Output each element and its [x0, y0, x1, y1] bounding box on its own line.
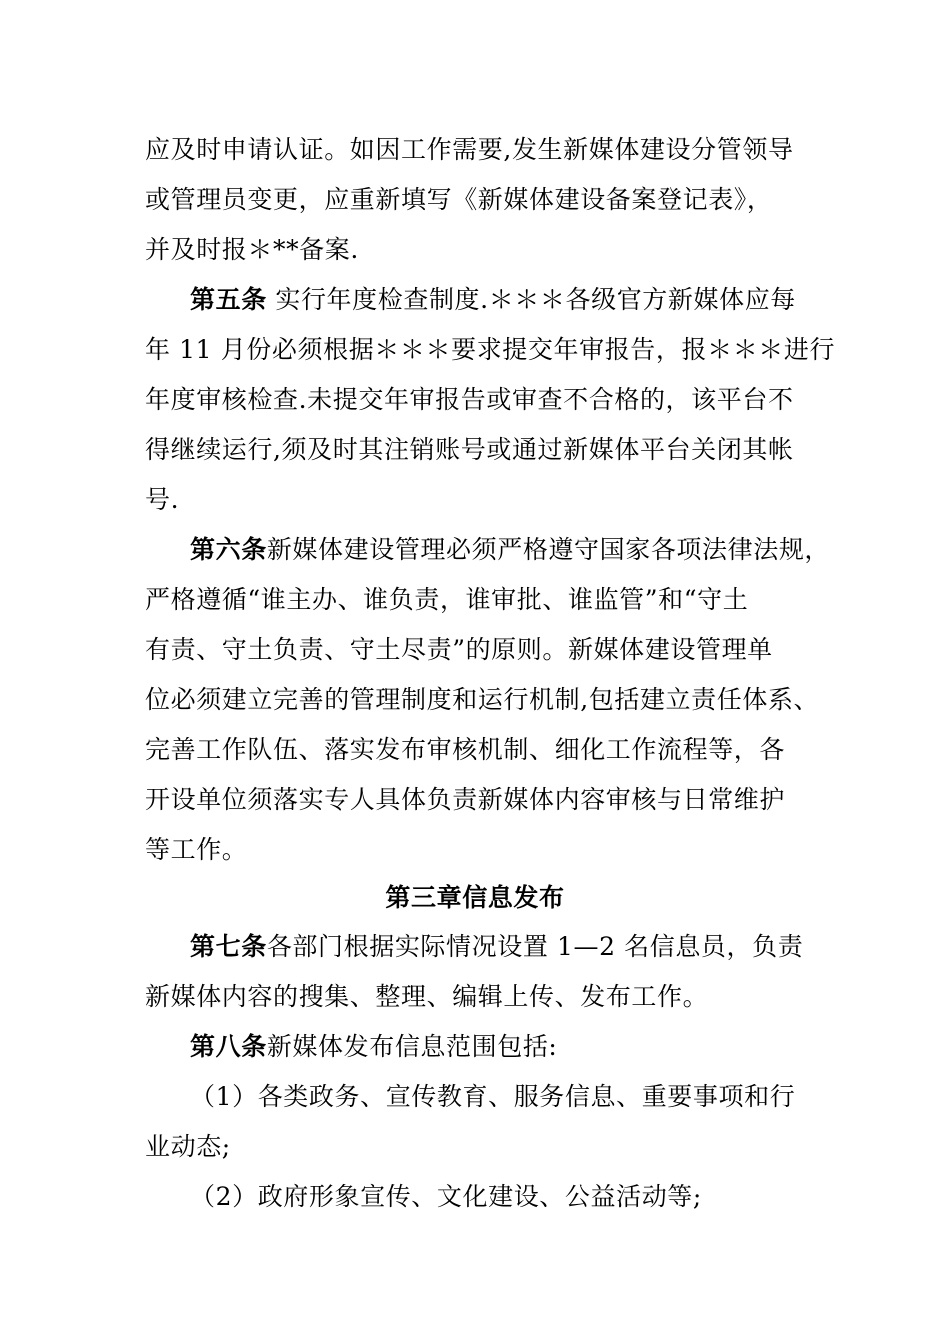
- article-5-line: 号.: [145, 485, 180, 514]
- article-6-text: 新媒体建设管理必须严格遵守国家各项法律法规，: [266, 535, 831, 564]
- article-6-line: 等工作。: [145, 835, 248, 864]
- article-5-line: 年度审核检查.未提交年审报告或审查不合格的，该平台不: [145, 385, 794, 414]
- article-5-line: 得继续运行,须及时其注销账号或通过新媒体平台关闭其帐: [145, 435, 794, 464]
- article-7-first-line: [190, 922, 803, 972]
- article-6-line: 完善工作队伍、落实发布审核机制、细化工作流程等，各: [145, 735, 786, 764]
- chapter-heading: 第三章信息发布: [385, 883, 565, 912]
- paragraph-line: 并及时报＊**备案.: [145, 235, 359, 264]
- article-6-label: 第六条: [190, 535, 267, 564]
- article-6-line: 有责、守土负责、守土尽责”的原则。新媒体建设管理单: [145, 635, 773, 664]
- article-7-line: 新媒体内容的搜集、整理、编辑上传、发布工作。: [145, 982, 709, 1011]
- list-item-continuation: 业动态;: [145, 1132, 231, 1161]
- article-5-label: 第五条: [190, 285, 267, 314]
- article-8-text: 新媒体发布信息范围包括:: [266, 1032, 558, 1061]
- article-8-label: 第八条: [190, 1032, 267, 1061]
- list-item: （2）政府形象宣传、文化建设、公益活动等;: [190, 1182, 702, 1211]
- paragraph-line: 应及时申请认证。如因工作需要,发生新媒体建设分管领导: [145, 135, 794, 164]
- article-7-text: 各部门根据实际情况设置 1—2 名信息员，负责: [266, 932, 804, 961]
- paragraph-line: 或管理员变更，应重新填写《新媒体建设备案登记表》，: [145, 185, 773, 214]
- article-6-line: 严格遵循“谁主办、谁负责，谁审批、谁监管”和“守土: [145, 585, 749, 614]
- article-6-first-line: [190, 525, 830, 575]
- article-6-line: 位必须建立完善的管理制度和运行机制,包括建立责任体系、: [145, 685, 820, 714]
- list-item: （1）各类政务、宣传教育、服务信息、重要事项和行: [190, 1082, 796, 1111]
- article-5-first-line: [190, 275, 796, 325]
- article-6-line: 开设单位须落实专人具体负责新媒体内容审核与日常维护: [145, 785, 786, 814]
- article-8-first-line: [190, 1022, 557, 1072]
- article-7-label: 第七条: [190, 932, 267, 961]
- article-5-text: 实行年度检查制度.＊＊＊各级官方新媒体应每: [266, 285, 796, 314]
- article-5-line: 年 11 月份必须根据＊＊＊要求提交年审报告，报＊＊＊进行: [145, 335, 836, 364]
